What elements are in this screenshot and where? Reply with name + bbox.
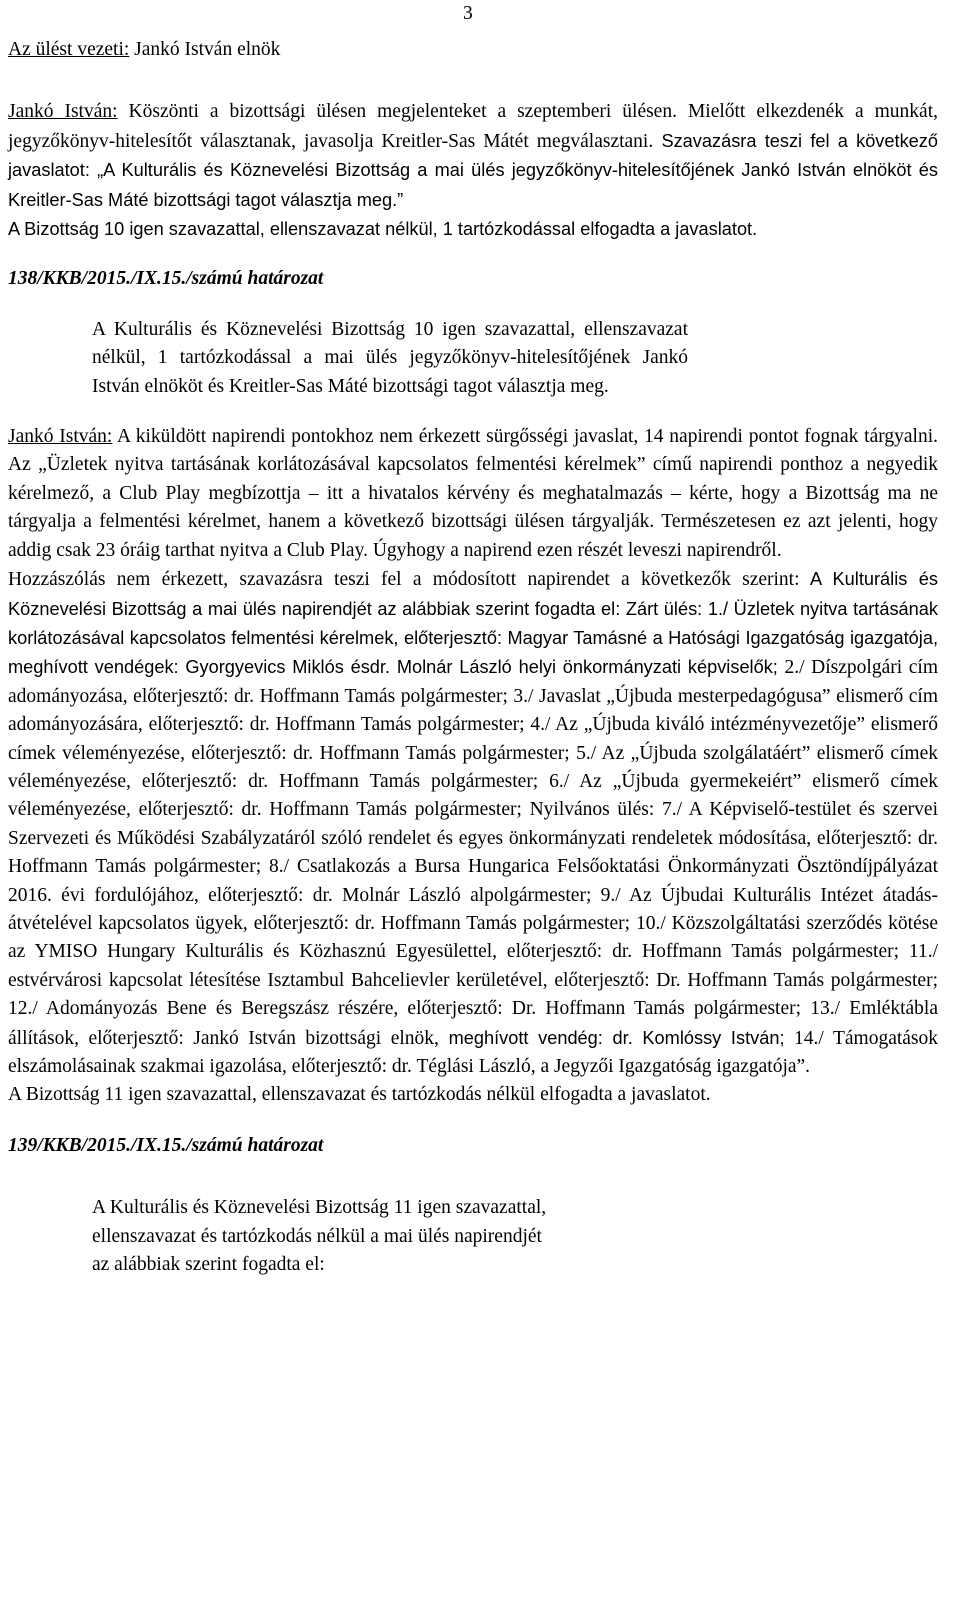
speaker-name: Jankó István: bbox=[8, 426, 113, 448]
resolution-2-line: ellenszavazat és tartózkodás nélkül a mai ülés napirendjét bbox=[92, 1225, 542, 1247]
agenda-guests-2: meghívott vendég: dr. Komlóssy István; bbox=[438, 1027, 785, 1048]
vote-result-2: A Bizottság 11 igen szavazattal, ellenszavazat és tartózkodás nélkül elfogadta a javaslatot. bbox=[8, 1084, 711, 1106]
resolution-1-text: A Kulturális és Köznevelési Bizottság 10 igen szavazattal, ellenszavazat nélkül, 1 tartózkodással a mai ülés jegyzőkönyv-hitelesítőjének Jankó István elnököt és Kreitler-Sas Máté bizottsági tagot választja meg. bbox=[92, 318, 688, 397]
agenda-text-2: 2./ Díszpolgári cím adományozása, előterjesztő: dr. Hoffmann Tamás polgármester; 3./ Javaslat „Újbuda mesterpedagógusa” elismerő cím adományozására, előterjesztő: dr. Hoffmann Tamás polgármester; 4./ Az „Újbuda kiváló intézményvezetője” elismerő címek véleményezése, előterjesztő: dr. Hoffmann Tamás polgármester; 5./ Az „Újbuda szolgálatáért” elismerő címek véleményezése, előterjesztő: dr. Hoffmann Tamás polgármester; 6./ Az „Újbuda gyermekeiért” elismerő címek véleményezése, előterjesztő: dr. Hoffmann Tamás polgármester; Nyilvános ülés: 7./ A Képviselő-testület és szervei Szervezeti és Működési Szabályzatáról szóló rendelet és egyes önkormányzati rendeletek módosítása, előterjesztő: dr. Hoffmann Tamás polgármester; 8./ Csatlakozás a Bursa Hungarica Felsőoktatási Önkormányzati Ösztöndíjpályázat 2016. évi fordulójához, előterjesztő: dr. Molnár László alpolgármester; 9./ Az Újbudai Kulturális Intézet átadás-átvételével kapcsolatos ügyek, előterjesztő: dr. Hoffmann Tamás polgármester; 10./ Közszolgáltatási szerződés kötése az YMISO Hungary Kulturális és Közhasznú Egyesülettel, előterjesztő: dr. Hoffmann Tamás polgármester; 11./ estvérvárosi kapcsolat létesítése Isztambul Bahcelievler kerületével, előterjesztő: Dr. Hoffmann Tamás polgármester; 12./ Adományozás Bene és Beregszász részére, előterjesztő: Dr. Hoffmann Tamás polgármester; 13./ Emléktábla állítások, előterjesztő: Jankó István bizottsági elnök, bbox=[8, 657, 938, 1049]
opening-text: Köszönti a bizottsági ülésen megjelenteket a szeptemberi ülésen. Mielőtt elkezdenék a munkát, jegyzőkönyv-hitelesítőt választanak, javasolja Kreitler-Sas Mátét megválasztani. bbox=[8, 101, 938, 152]
agenda-paragraph bbox=[8, 423, 938, 565]
opening-paragraph bbox=[8, 98, 938, 215]
resolution-1-number: 138/KKB/2015./IX.15./ bbox=[8, 268, 192, 290]
chair-label: Az ülést vezeti: bbox=[8, 39, 130, 60]
resolution-2-number: 139/KKB/2015./IX.15./ bbox=[8, 1134, 192, 1156]
agenda-guests-1: meghívott vendégek: Gyorgyevics Miklós ésdr. Molnár László helyi önkormányzati képviselők; bbox=[8, 657, 778, 678]
resolution-1-title bbox=[8, 265, 938, 293]
chair-line bbox=[8, 36, 938, 64]
resolution-2-title bbox=[8, 1132, 938, 1160]
resolution-2-line: A Kulturális és Köznevelési Bizottság 11 igen szavazattal, bbox=[92, 1197, 547, 1219]
motion-text: Szavazásra teszi fel a következő javaslatot: „A Kulturális és Köznevelési Bizottság a mai ülés jegyzőkönyv-hitelesítőjének Jankó István elnököt és Kreitler-Sas Máté bizottsági tagot választja meg.” bbox=[8, 130, 938, 210]
agenda-intro: Hozzászólás nem érkezett, szavazásra teszi fel a módosított napirendet a következők szerint: bbox=[8, 569, 800, 591]
speaker-name: Jankó István: bbox=[8, 101, 118, 123]
vote-result-1: A Bizottság 10 igen szavazattal, ellenszavazat nélkül, 1 tartózkodással elfogadta a javaslatot. bbox=[8, 219, 758, 240]
agenda-text-1: A Kulturális és Köznevelési Bizottság a mai ülés napirendjét az alábbiak szerint fogadta el: Zárt ülés: 1./ Üzletek nyitva tartásának korlátozásával kapcsolatos felmentési kérelmek, előterjesztő: Magyar Tamásné a Hatósági Igazgatóság igazgatója, bbox=[8, 569, 939, 648]
agenda-text-3: 14./ Támogatások elszámolásainak szakmai igazolása, előterjesztő: dr. Téglási László, a Jegyzői Igazgatóság igazgatója”. bbox=[8, 1027, 939, 1077]
chair-name: Jankó István elnök bbox=[129, 39, 281, 60]
resolution-1-suffix: számú határozat bbox=[191, 268, 324, 290]
page-number: 3 bbox=[463, 3, 473, 24]
agenda-motion bbox=[8, 565, 938, 1081]
agenda-text: A kiküldött napirendi pontokhoz nem érkezett sürgősségi javaslat, 14 napirendi pontot fognak tárgyalni. Az „Üzletek nyitva tartásának korlátozásával kapcsolatos felmentési kérelmek” című napirendi ponthoz a negyedik kérelmező, a Club Play megbízottja – itt a hivatalos kérvény és meghatalmazás – kérte, hogy a Bizottság ma ne tárgyalja a felmentési kérelmet, hanem a következő bizottsági ülésen tárgyalják. Természetesen ez azt jelenti, hogy addig csak 23 óráig tarthat nyitva a Club Play. Úgyhogy a napirend ezen részét leveszi napirendről. bbox=[8, 426, 938, 561]
resolution-2-line: az alábbiak szerint fogadta el: bbox=[92, 1254, 325, 1276]
resolution-2-text bbox=[92, 1194, 938, 1279]
resolution-2-suffix: számú határozat bbox=[191, 1134, 324, 1156]
